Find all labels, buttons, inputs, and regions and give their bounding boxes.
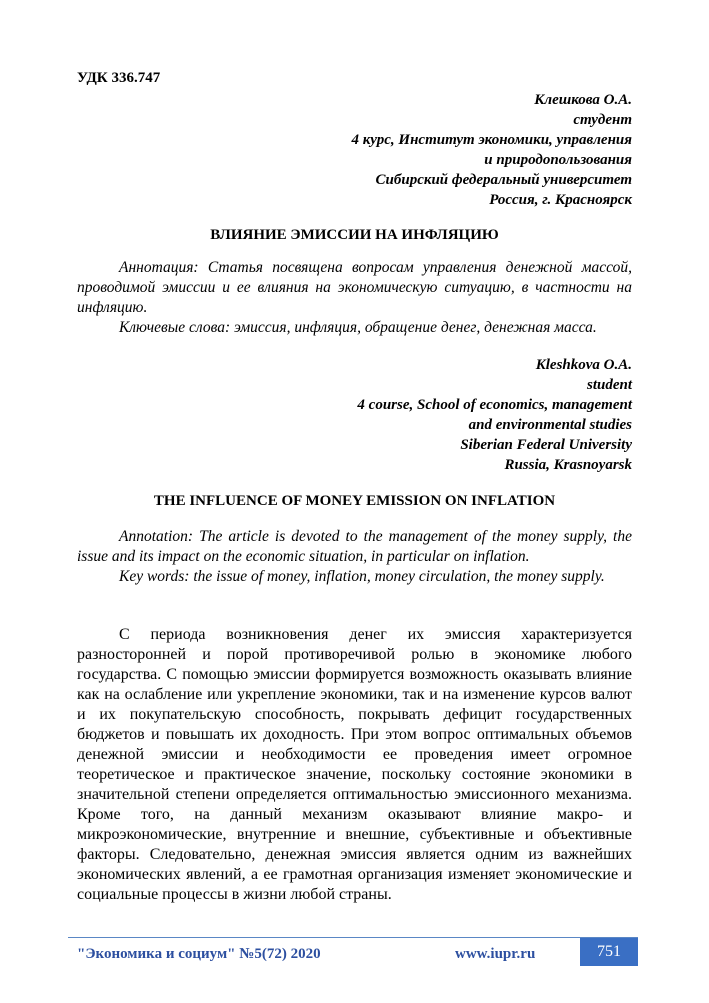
page-number: 751 — [580, 938, 638, 966]
ru-author-block — [351, 90, 632, 210]
body-section — [77, 625, 632, 905]
ru-article-title: ВЛИЯНИЕ ЭМИССИИ НА ИНФЛЯЦИЮ — [210, 227, 499, 243]
en-author-location: Russia, Krasnoyarsk — [504, 457, 632, 473]
en-abstract — [77, 527, 632, 587]
en-author-name: Kleshkova O.A. — [535, 357, 632, 373]
ru-abstract — [77, 258, 632, 338]
udk-code: УДК 336.747 — [77, 70, 161, 86]
en-author-block — [357, 355, 632, 475]
en-article-title: THE INFLUENCE OF MONEY EMISSION ON INFLATION — [153, 493, 556, 509]
en-author-institute: and environmental studies — [468, 417, 632, 433]
en-keywords: Key words: the issue of money, inflation, money circulation, the money supply. — [119, 568, 605, 585]
en-author-status: student — [586, 377, 632, 393]
ru-author-university: Сибирский федеральный университет — [375, 172, 632, 188]
ru-author-name: Клешкова О.А. — [534, 92, 632, 108]
body-paragraph: С периода возникновения денег их эмиссия характеризуется разносторонней и порой противоречивой ролью в экономике любого государства. С помощью эмиссии формируется возможность оказывать влияние как на ослабление или укрепление экономики, так и на изменение курсов валют и их покупательскую способность, покрывать дефицит государственных бюджетов и повышать их доходность. При этом вопрос оптимальных объемов денежной эмиссии и необходимости ее проведения имеет огромное теоретическое и практическое значение, поскольку состояние экономики в значительной степени определяется оптимальностью эмиссионного механизма. Кроме того, на данный механизм оказывают влияние макро- и микроэкономические, внутренние и внешние, субъективные и объективные факторы. Следовательно, денежная эмиссия является одним из важнейших экономических явлений, а ее грамотная организация изменяет экономические и социальные процессы в жизни любой страны. — [77, 626, 632, 903]
footer-website: www.iupr.ru — [455, 946, 536, 962]
ru-author-course: 4 курс, Институт экономики, управления — [351, 132, 632, 148]
footer-divider — [68, 937, 638, 938]
en-author-university: Siberian Federal University — [460, 437, 632, 453]
ru-author-location: Россия, г. Красноярск — [489, 192, 632, 208]
footer-journal: "Экономика и социум" №5(72) 2020 — [77, 946, 321, 962]
ru-author-status: студент — [573, 112, 632, 128]
ru-annotation: Аннотация: Статья посвящена вопросам управления денежной массой, проводимой эмиссии и ее влияния на экономическую ситуацию, в частности на инфляцию. — [77, 259, 632, 316]
en-author-course: 4 course, School of economics, management — [357, 397, 632, 413]
en-annotation: Annotation: The article is devoted to the management of the money supply, the issue and its impact on the economic situation, in particular on inflation. — [77, 528, 632, 565]
ru-keywords: Ключевые слова: эмиссия, инфляция, обращение денег, денежная масса. — [119, 319, 597, 336]
ru-author-institute: и природопользования — [484, 152, 632, 168]
